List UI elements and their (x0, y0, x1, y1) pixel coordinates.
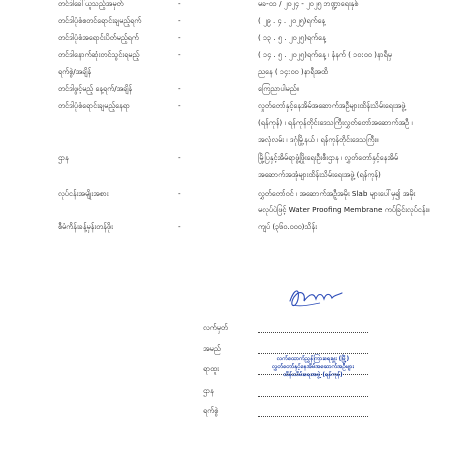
stamp-line: လွှတ်တော်နှင့်နေအိမ်အဆောက်အဦများ (272, 364, 354, 370)
row-label: စီမံကိန်းခန့်မှန်းတန်ဖိုး (58, 222, 113, 231)
row-label: ဌာန (58, 153, 69, 162)
handwritten-signature (286, 283, 346, 313)
row-value: ကျပ် (၃၆၀.၀၀၀)သိန်း (258, 222, 317, 231)
row-dash: - (178, 33, 181, 42)
row-dash: - (178, 50, 181, 59)
row-label: တင်ဒါပုံစံစတင်ရောင်းချမည့်ရက် (58, 16, 142, 25)
official-stamp (258, 355, 368, 381)
signature-label: လက်မှတ် (203, 323, 228, 332)
name-label: အမည် (203, 344, 221, 353)
row-dash: - (178, 16, 181, 25)
row-value: ( ၂၉ . ၄ . ၂၀၂၅)ရက်နေ့ (258, 16, 326, 25)
signature-line (258, 324, 368, 333)
row-dash: - (178, 222, 181, 231)
row-dash: - (178, 84, 181, 93)
date-label: ရက်စွဲ (203, 406, 219, 415)
row-label: တင်ဒါပုံစံရောင်းချမည့်နေရာ (58, 101, 130, 110)
row-value: အဆောက်အအုံများထိန်းသိမ်းရေးအဖွဲ့ (ရန်ကုန်) (258, 170, 381, 179)
row-label: ရက်စွဲ/အချိန် (58, 67, 92, 76)
stamp-line: လက်ထောက်ညွှန်ကြားရေးမှူး (မြို့) (276, 356, 350, 362)
row-dash: - (178, 101, 181, 110)
row-label: တင်ဒါဖွင့်မည့် နေ့ရက်/အချိန် (58, 84, 133, 93)
row-value: လှုတ်တော်နှင့်နေအိမ်အဆောက်အဦများထိန်းသိမ်းရေးအဖွဲ့ (258, 101, 406, 110)
row-value: ကြေညာပါမည်။ (258, 84, 299, 93)
name-line (258, 345, 368, 354)
row-value: မခ-၀၁ / ၂၀၂၄ - ၂၀၂၅ ဘဏ္ဍာရေးနှစ် (258, 0, 359, 8)
row-value: ညနေ ( ၁၄:၀၀ )နာရီအထိ (258, 67, 328, 76)
row-dash: - (178, 153, 181, 162)
row-dash: - (178, 189, 181, 198)
position-label: ရာထူး (203, 364, 219, 373)
row-label: တင်ဒါပုံစံအရောင်းပိတ်မည့်ရက် (58, 33, 139, 42)
date-line (258, 408, 368, 417)
row-value: (ရန်ကုန်) ၊ ရန်ကုန်တိုင်းဒေသကြီးလွှတ်တော်အဆောက်အဦ ၊ (258, 118, 413, 127)
row-value: လွှတ်တော်ဝင် ၊ အဆောက်အဦ့အမိုး Slab များပေါ်မှ၍ အမိုး (258, 189, 416, 198)
department-line (258, 388, 368, 397)
row-value: ( ၁၄ . ၅ . ၂၀၂၅)ရက်နေ့ ၊ နံနက် ( ၁၀:၀၀ )နာရီမှ (258, 50, 392, 59)
row-value: မလုပ်ပဲဖြင့် Water Proofing Membrane ကပ်ခြင်းလုပ်ငန်း။ (258, 205, 430, 214)
row-value: ( ၁၃ . ၅ . ၂၀၂၅)ရက်နေ့ (258, 33, 326, 42)
row-label: လုပ်ငန်းအမျိုးအစား (58, 189, 109, 198)
stamp-line: ထိန်းသိမ်းရေးအဖွဲ့ (ရန်ကုန်) (283, 372, 343, 378)
row-label: တင်ဒါနောက်ဆုံးတင်သွင်းရမည့် (58, 50, 140, 59)
row-value: အလုံလမ်း ၊ ဒဂုံမြို့နယ် ၊ ရန်ကုန်တိုင်းဒေသကြီး။ (258, 135, 379, 144)
row-label: တင်ဒါခေါ်ယူသည့်အမှတ် (58, 0, 124, 8)
row-dash: - (178, 0, 181, 8)
department-label: ဌာန (203, 386, 214, 395)
row-value: မြို့ပြနှင့်အိမ်ရာဖွံ့ဖြိုးရေးဦးစီးဌာန ၊ လွှတ်တော်နှင့်နေအိမ် (258, 153, 398, 162)
